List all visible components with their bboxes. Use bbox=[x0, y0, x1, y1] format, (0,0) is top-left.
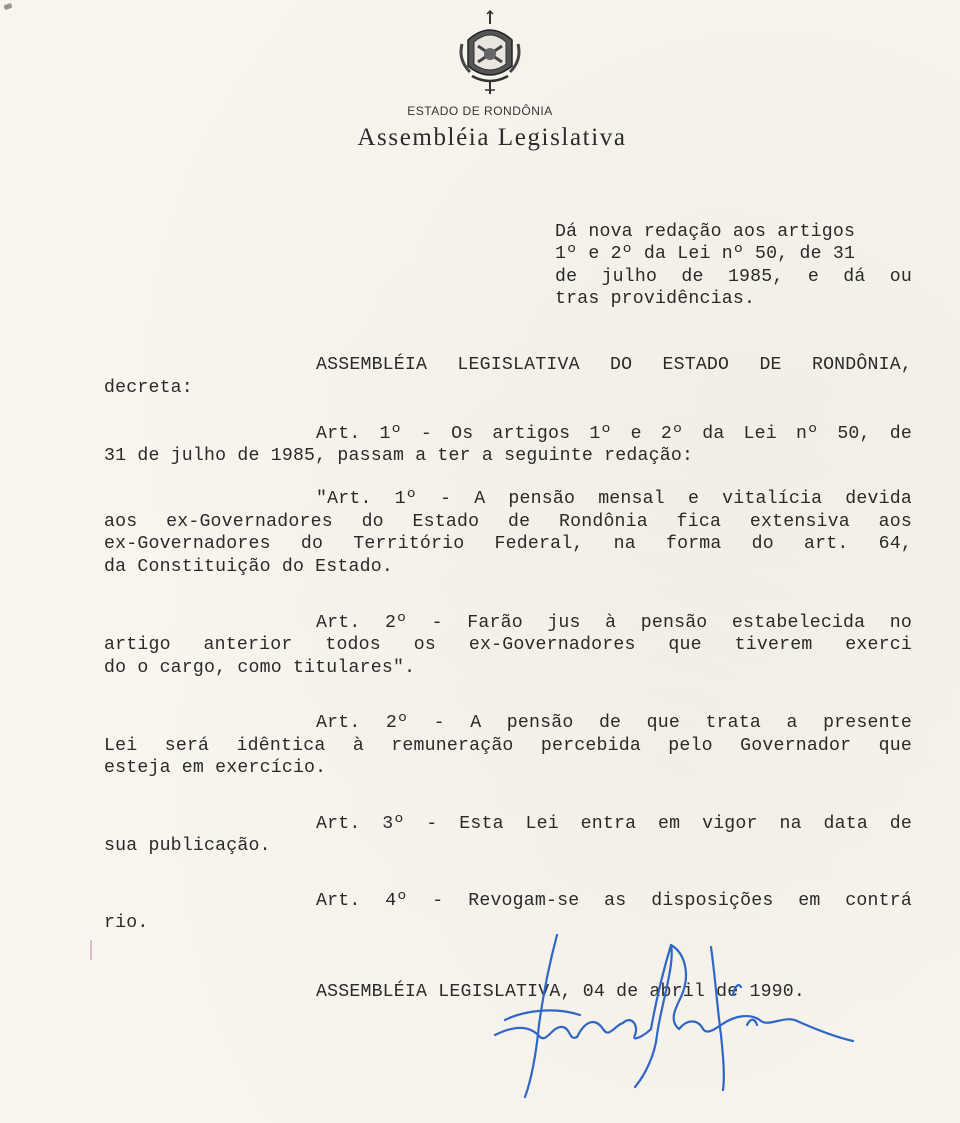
article-line: Art. 3º - Esta Lei entra em vigor na data de bbox=[316, 814, 912, 834]
summary-line: tras providências. bbox=[555, 289, 756, 309]
preamble-line: decreta: bbox=[104, 378, 193, 398]
article-line: esteja em exercício. bbox=[104, 758, 327, 778]
preamble-line: ASSEMBLÉIA LEGISLATIVA DO ESTADO DE RONDÔNIA, bbox=[316, 355, 912, 375]
state-label: ESTADO DE RONDÔNIA bbox=[407, 104, 553, 118]
summary-line: Dá nova redação aos artigos bbox=[555, 222, 856, 242]
article-line: sua publicação. bbox=[104, 836, 271, 856]
quoted-article-line: Art. 2º - Farão jus à pensão estabelecida no bbox=[316, 613, 912, 633]
margin-mark bbox=[90, 940, 92, 960]
closing-date-line: ASSEMBLÉIA LEGISLATIVA, 04 de abril de 1990. bbox=[316, 982, 806, 1002]
coat-of-arms-icon bbox=[458, 10, 522, 96]
quoted-article-line: ex-Governadores do Território Federal, na forma do art. 64, bbox=[104, 534, 912, 554]
article-line: Art. 4º - Revogam-se as disposições em contrá bbox=[316, 891, 912, 911]
quoted-article-line: da Constituição do Estado. bbox=[104, 557, 393, 577]
summary-line: 1º e 2º da Lei nº 50, de 31 bbox=[555, 244, 856, 264]
article-line: Art. 2º - A pensão de que trata a presente bbox=[316, 713, 912, 733]
signature bbox=[485, 925, 855, 1100]
article-line: Lei será idêntica à remuneração percebida pelo Governador que bbox=[104, 736, 912, 756]
article-line: Art. 1º - Os artigos 1º e 2º da Lei nº 50, de bbox=[316, 424, 912, 444]
quoted-article-line: do o cargo, como titulares". bbox=[104, 658, 416, 678]
assembly-title: Assembléia Legislativa bbox=[357, 124, 627, 151]
summary-line: de julho de 1985, e dá ou bbox=[555, 267, 912, 287]
quoted-article-line: "Art. 1º - A pensão mensal e vitalícia devida bbox=[316, 489, 912, 509]
article-line: 31 de julho de 1985, passam a ter a seguinte redação: bbox=[104, 446, 694, 466]
quoted-article-line: artigo anterior todos os ex-Governadores que tiverem exerci bbox=[104, 635, 912, 655]
paper-speck bbox=[3, 3, 12, 10]
quoted-article-line: aos ex-Governadores do Estado de Rondônia fica extensiva aos bbox=[104, 512, 912, 532]
article-line: rio. bbox=[104, 913, 149, 933]
